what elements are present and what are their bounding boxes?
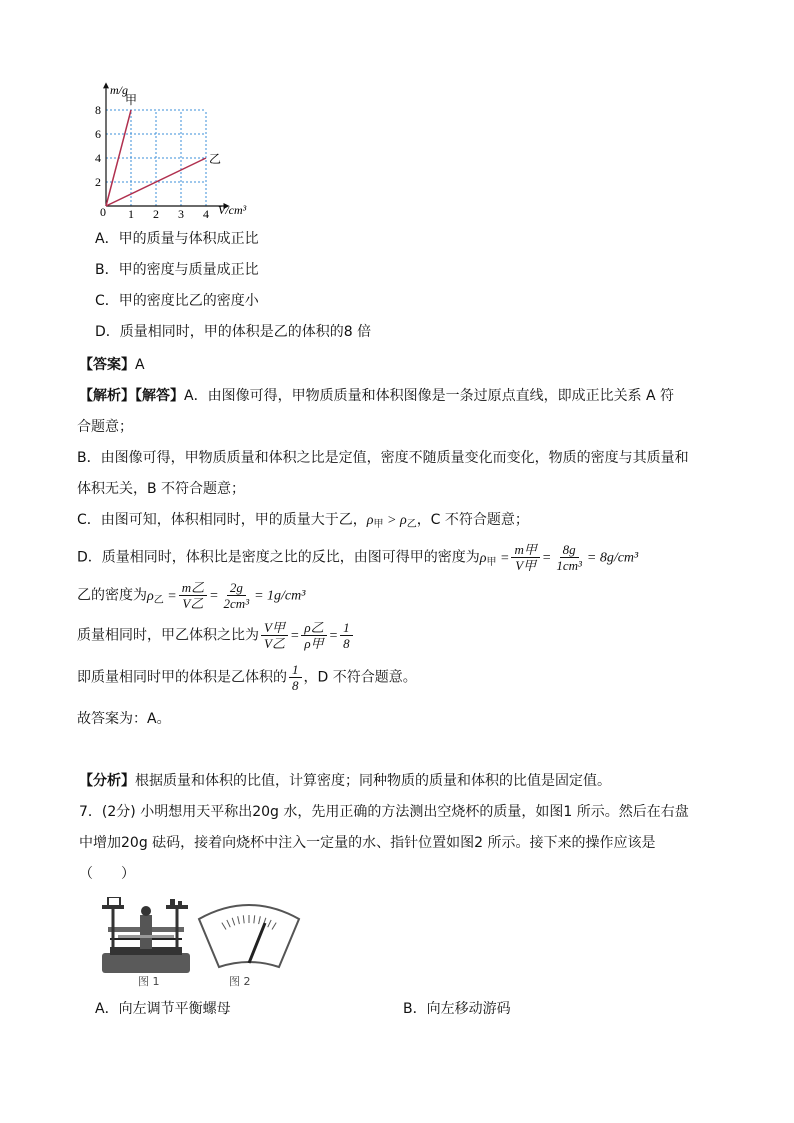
frac-den: V甲 xyxy=(515,558,537,573)
balance-figure xyxy=(100,897,192,989)
x-tick-label: 4 xyxy=(203,207,209,220)
analysis-f-line: 质量相同时，甲乙体积之比为 $\frac{\text{V甲}}{\text{V乙}}$ = $\frac{\text{ρ乙}}{\text{ρ甲}}$ = $\frac{1}{8}$ xyxy=(77,620,355,651)
frac-den: ρ甲 xyxy=(304,636,324,651)
analysis-tag: 【解析】【解答】 xyxy=(79,388,184,404)
frac-num: 1 xyxy=(289,662,302,678)
frac-num: m乙 xyxy=(179,580,207,596)
fenxi-text: 根据质量和体积的比值，计算密度；同种物质的质量和体积的比值是固定值。 xyxy=(135,773,611,789)
analysis-line-2: 合题意； xyxy=(77,419,133,435)
y-axis-arrow xyxy=(103,82,109,88)
analysis-c-suffix: ，C 不符合题意； xyxy=(416,512,529,528)
density-inequality: $\rho_甲 > \rho_乙$ xyxy=(366,513,417,530)
scale-tick xyxy=(268,920,271,927)
analysis-e-line: 乙的密度为$\rho_乙$ = $\frac{\text{m乙}}{\text{V乙}}$ = $\frac{2g}{\text{2cm³}}$ = 1g/cm³ xyxy=(77,580,306,611)
option-c: C．甲的密度比乙的密度小 xyxy=(95,293,259,309)
analysis-summary xyxy=(79,770,611,790)
scale-ticks xyxy=(222,915,276,929)
analysis-g-text: 即质量相同时甲的体积是乙体积的 xyxy=(77,669,287,686)
frac-num: 8g xyxy=(560,542,579,558)
q7-paren: （ ） xyxy=(79,866,135,882)
y-tick-label: 6 xyxy=(95,127,101,141)
y-axis-label: m/g xyxy=(110,83,128,97)
analysis-g-line xyxy=(77,662,417,693)
scale-tick xyxy=(272,923,276,930)
scale-tick xyxy=(259,916,261,924)
analysis-c-line xyxy=(77,509,529,530)
analysis-e-text: 乙的密度为 xyxy=(77,587,147,604)
analysis-g-suffix: ，D 不符合题意。 xyxy=(303,669,417,686)
analysis-f-text: 质量相同时，甲乙体积之比为 xyxy=(77,627,259,644)
option-b: B．甲的密度与质量成正比 xyxy=(95,262,259,278)
scale-tick xyxy=(254,915,255,923)
figure-2-caption: 图 2 xyxy=(229,975,251,988)
frac-num: 1 xyxy=(340,620,353,636)
scale-tick xyxy=(232,918,235,926)
frac-den: 8 xyxy=(343,636,350,651)
frac-den: 2cm³ xyxy=(223,596,250,611)
frac-den: 1cm³ xyxy=(556,558,582,573)
frac-den: V乙 xyxy=(182,596,204,611)
frac-num: ρ乙 xyxy=(301,620,326,636)
y-tick-label: 8 xyxy=(95,103,101,117)
frac-num: m甲 xyxy=(511,542,539,558)
option-a: A．甲的质量与体积成正比 xyxy=(95,231,259,247)
graph-grid xyxy=(106,110,206,206)
density-a-result: = 8g/cm³ xyxy=(586,550,639,566)
q7-stem-line-1: 7．(2分) 小明想用天平称出20g 水，先用正确的方法测出空烧杯的质量，如图1 所示。然后在右盘 xyxy=(79,804,689,820)
mass-volume-graph xyxy=(90,80,250,220)
line-b-label: 乙 xyxy=(209,152,222,166)
figure-1-caption: 图 1 xyxy=(138,975,160,988)
y-tick-label: 4 xyxy=(95,151,101,165)
scale-tick xyxy=(227,920,230,927)
analysis-d-line: D．质量相同时，体积比是密度之比的反比，由图可得甲的密度为$\rho_甲$ = $\frac{\text{m甲}}{\text{V甲}}$ = $\frac{8g}{\text{1cm³}}$ = 8g/cm³ xyxy=(77,542,639,573)
frac-num: V甲 xyxy=(261,620,288,636)
option-d: D．质量相同时，甲的体积是乙的体积的8 倍 xyxy=(95,324,372,340)
analysis-line-1 xyxy=(79,385,674,405)
answer-value: A xyxy=(135,357,145,373)
y-tick-label: 2 xyxy=(95,175,101,189)
analysis-a-text: A．由图像可得，甲物质质量和体积图像是一条过原点直线，即成正比关系 A 符 xyxy=(184,388,675,404)
answer-line xyxy=(79,354,145,374)
frac-den: V乙 xyxy=(264,636,285,651)
q7-option-b: B．向左移动游码 xyxy=(403,1001,511,1017)
line-a-label: 甲 xyxy=(125,93,138,107)
density-b-result: = 1g/cm³ xyxy=(254,588,306,604)
q7-option-a: A．向左调节平衡螺母 xyxy=(95,1001,231,1017)
x-tick-label: 3 xyxy=(178,207,184,220)
x-tick-label: 1 xyxy=(128,207,134,220)
answer-tag: 【答案】 xyxy=(79,357,135,373)
scale-tick xyxy=(243,915,244,923)
origin-label: 0 xyxy=(100,205,106,219)
scale-tick xyxy=(222,923,226,930)
scale-tick xyxy=(238,916,240,924)
final-answer: 故答案为：A。 xyxy=(77,711,171,727)
pointer-scale-figure xyxy=(195,897,303,989)
q7-stem-line-2: 中增加20g 砝码，接着向烧杯中注入一定量的水、指针位置如图2 所示。接下来的操作应该是 xyxy=(79,835,656,851)
analysis-c-text: C．由图可知，体积相同时，甲的质量大于乙， xyxy=(77,512,367,528)
analysis-b-line-1: B．由图像可得，甲物质质量和体积之比是定值，密度不随质量变化而变化，物质的密度与其质量和 xyxy=(77,450,689,466)
analysis-b-line-2: 体积无关，B 不符合题意； xyxy=(77,481,246,497)
frac-den: 8 xyxy=(292,678,299,693)
x-tick-label: 2 xyxy=(153,207,159,220)
fenxi-tag: 【分析】 xyxy=(79,773,135,789)
frac-num: 2g xyxy=(227,580,246,596)
x-axis-label: V/cm³ xyxy=(218,203,247,217)
analysis-d-text: D．质量相同时，体积比是密度之比的反比，由图可得甲的密度为 xyxy=(77,549,480,566)
